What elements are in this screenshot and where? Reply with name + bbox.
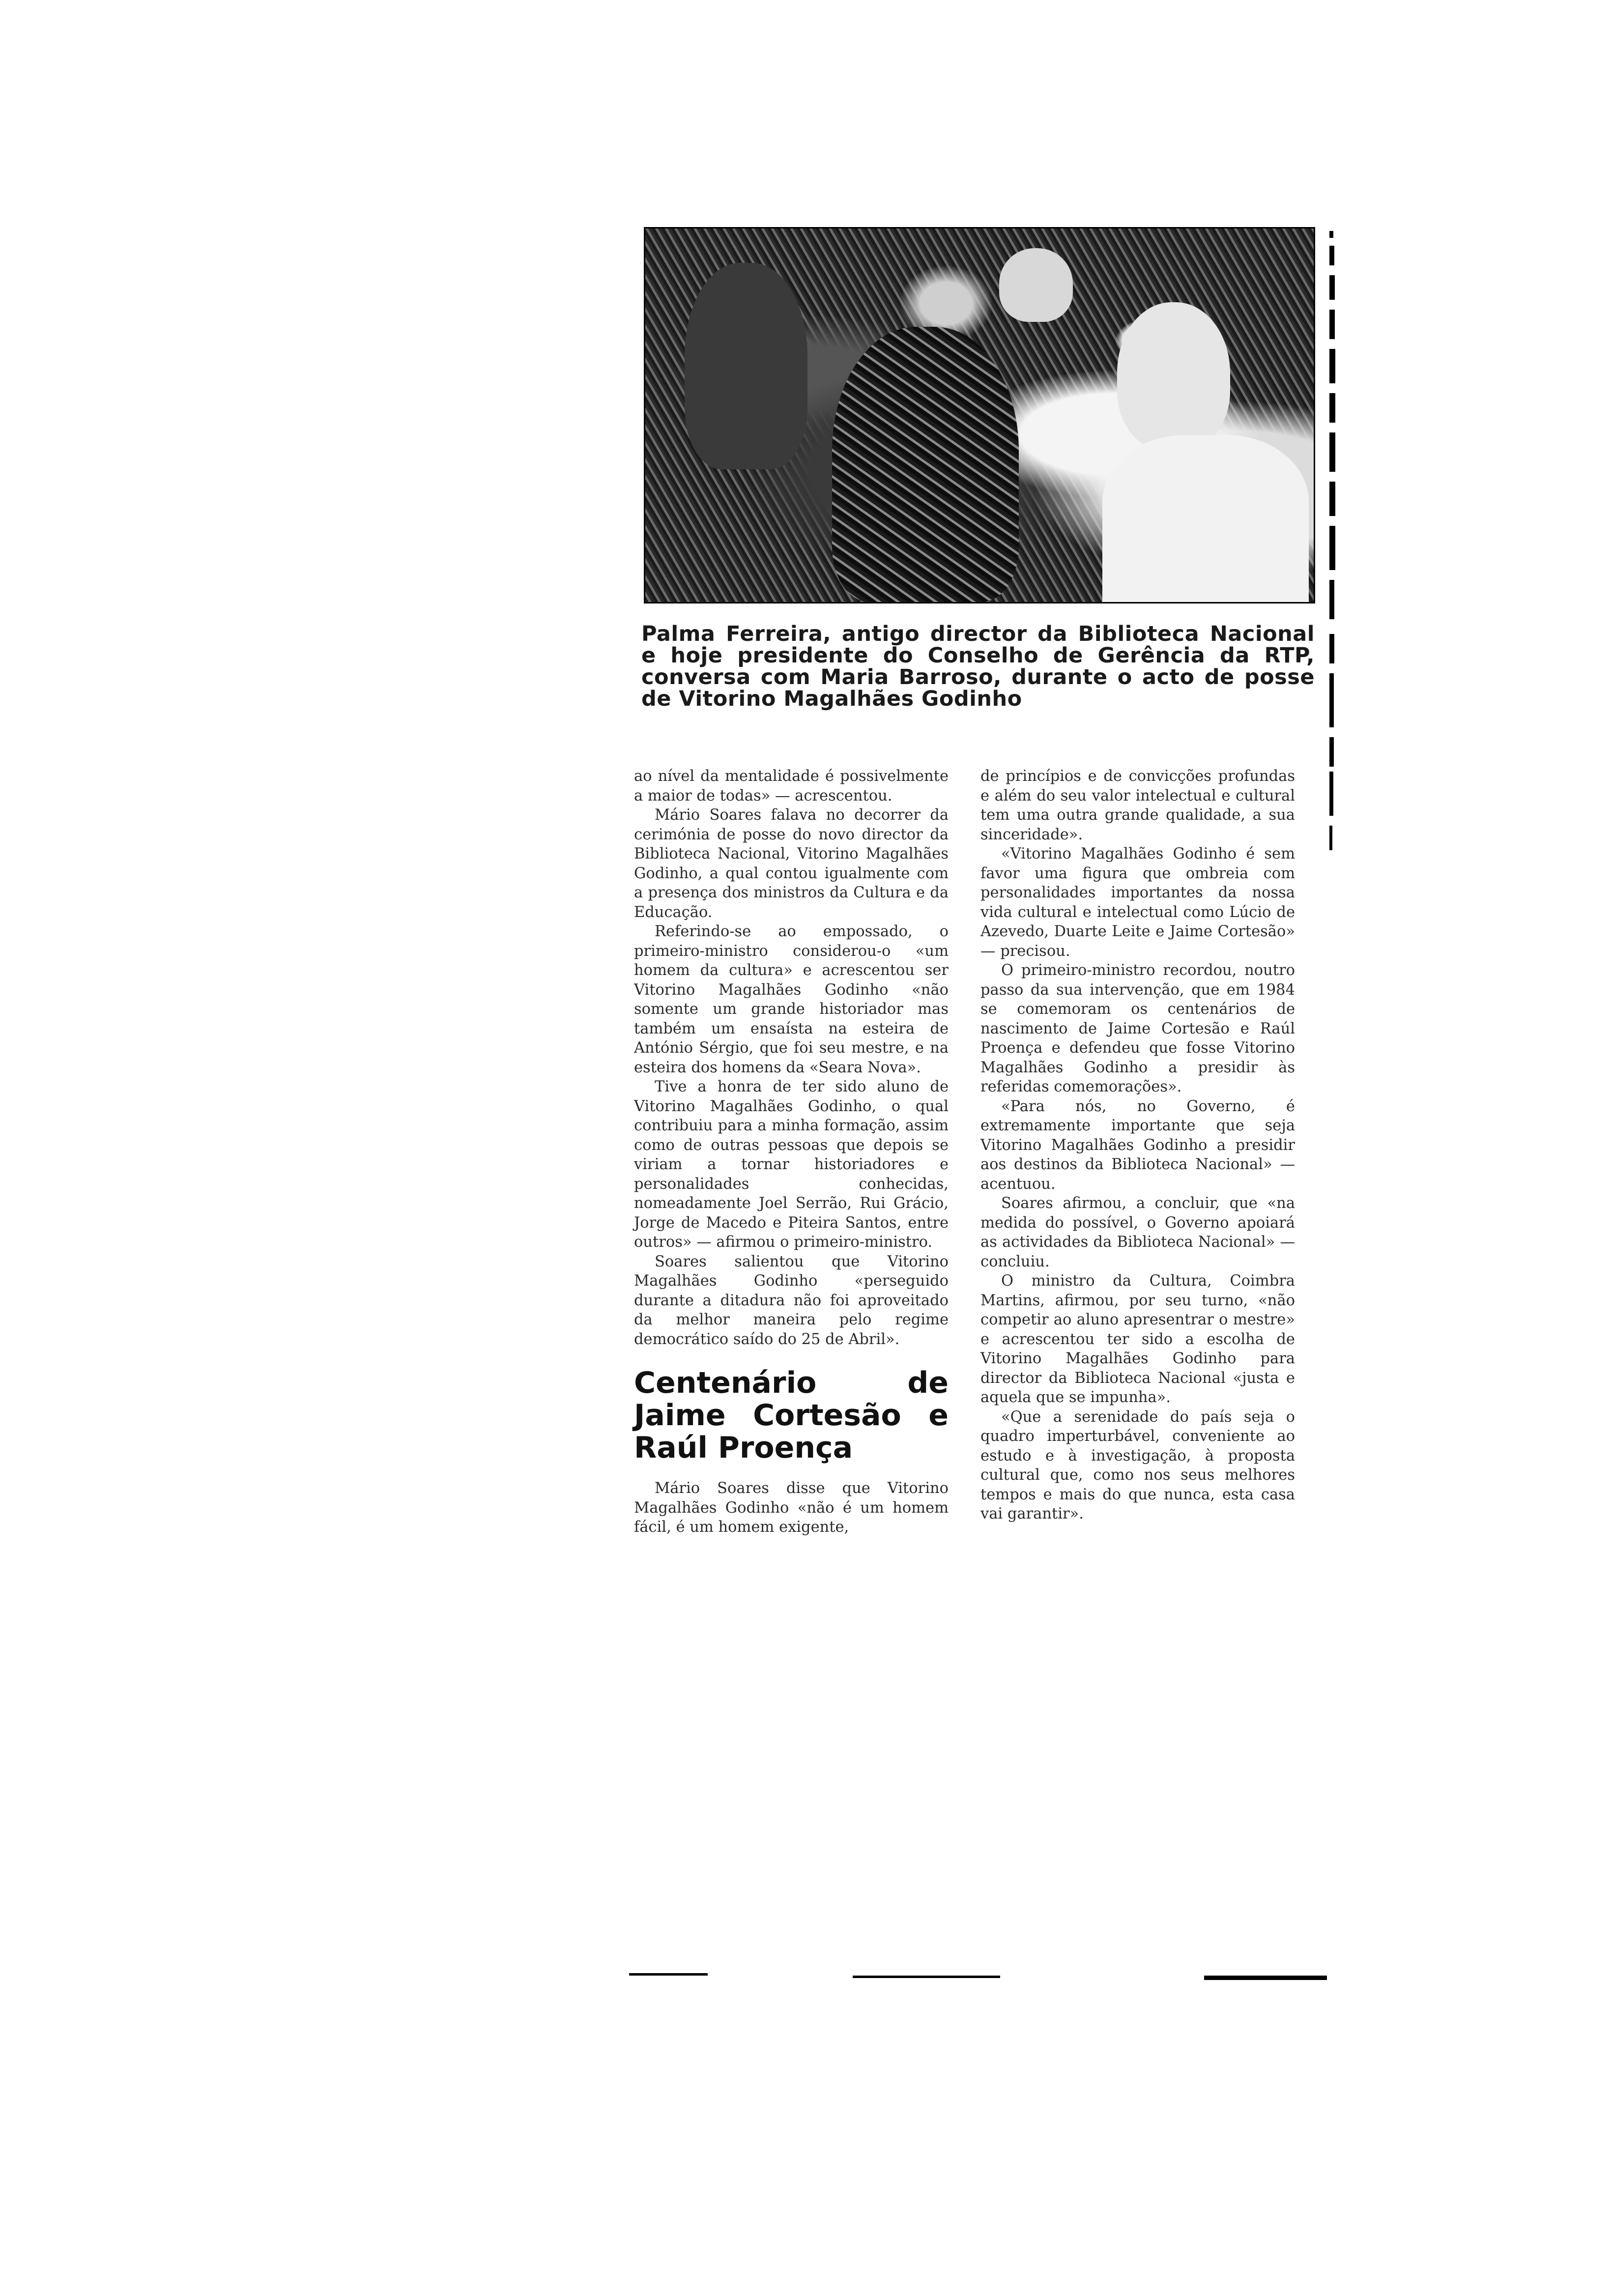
bottom-rule-center xyxy=(853,1976,1000,1978)
paragraph: ao nível da mentalidade é possivelmente a maior de todas» — acrescentou. xyxy=(634,768,949,804)
bottom-rule-right xyxy=(1204,1976,1327,1980)
paragraph: Mário Soares disse que Vitorino Magalhães Godinho «não é um homem fácil, é um homem exigente, xyxy=(634,1480,949,1536)
photo-figure-man-glasses xyxy=(1117,302,1230,450)
photo-figure-woman xyxy=(832,327,1019,602)
paragraph: «Vitorino Magalhães Godinho é sem favor uma figura que ombreia com personalidades importantes da nossa vida cultural e intelectual como Lúcio de Azevedo, Duarte Leite e Jaime Cortesão» — precisou. xyxy=(980,845,1295,960)
paragraph: O primeiro-ministro recordou, noutro passo da sua intervenção, que em 1984 se comemoram os centenários de nascimento de Jaime Cortesão e Raúl Proença e defendeu que fosse Vitorino Magalhães Godinho a presidir às referidas comemorações». xyxy=(980,962,1295,1095)
paragraph: de princípios e de convicções profundas e além do seu valor intelectual e cultural tem uma outra grande qualidade, a sua sinceridade». xyxy=(980,768,1295,843)
paragraph: «Para nós, no Governo, é extremamente importante que seja Vitorino Magalhães Godinho a presidir aos destinos da Biblioteca Nacional» — acentuou. xyxy=(980,1097,1295,1193)
article-column-left xyxy=(634,767,949,1537)
photo-caption: Palma Ferreira, antigo director da Biblioteca Nacional e hoje presidente do Conselho de Gerência da RTP, conversa com Maria Barroso, durante o acto de posse de Vitorino Magalhães Godinho xyxy=(641,622,1315,711)
paragraph: Soares afirmou, a concluir, que «na medida do possível, o Governo apoiará as actividades da Biblioteca Nacional» — concluiu. xyxy=(980,1195,1295,1270)
paragraph: Soares salientou que Vitorino Magalhães Godinho «perseguido durante a ditadura não foi aproveitado da melhor maneira pelo regime democrático saído do 25 de Abril». xyxy=(634,1253,949,1348)
photo xyxy=(644,227,1315,603)
paragraph: O ministro da Cultura, Coimbra Martins, afirmou, por seu turno, «não competir ao aluno apresentrar o mestre» e acrescentou ter sido a escolha de Vitorino Magalhães Godinho para director da Biblioteca Nacional «justa e aquela que se impunha». xyxy=(980,1272,1295,1406)
photo-figure-bald-man xyxy=(999,248,1073,322)
photo-figure-man-coat xyxy=(1102,435,1309,602)
paragraph: Tive a honra de ter sido aluno de Vitorino Magalhães Godinho, o qual contribuiu para a minha formação, assim como de outras pessoas que depois se viriam a tornar historiadores e personalidades conhecidas, nomeadamente Joel Serrão, Rui Grácio, Jorge de Macedo e Piteira Santos, entre outros» — afirmou o primeiro-ministro. xyxy=(634,1078,949,1251)
paragraph: Mário Soares falava no decorrer da cerimónia de posse do novo director da Biblioteca Nacional, Vitorino Magalhães Godinho, a qual contou igualmente com a presença dos ministros da Cultura e da Educação. xyxy=(634,806,949,921)
scan-edge-marks xyxy=(1329,231,1344,880)
section-subheading: Centenário de Jaime Cortesão e Raúl Proença xyxy=(634,1366,949,1465)
photo-figure-left-man xyxy=(685,263,807,469)
bottom-rule-left xyxy=(629,1973,708,1976)
paragraph: «Que a serenidade do país seja o quadro imperturbável, conveniente ao estudo e à investigação, à proposta cultural que, como nos seus melhores tempos e mais do que nunca, esta casa vai garantir». xyxy=(980,1408,1295,1522)
article-column-right xyxy=(980,767,1295,1524)
paragraph: Referindo-se ao empossado, o primeiro-ministro considerou-o «um homem da cultura» e acrescentou ser Vitorino Magalhães Godinho «não somente um grande historiador mas também um ensaísta na esteira de António Sérgio, que foi seu mestre, e na esteira dos homens da «Seara Nova». xyxy=(634,923,949,1076)
